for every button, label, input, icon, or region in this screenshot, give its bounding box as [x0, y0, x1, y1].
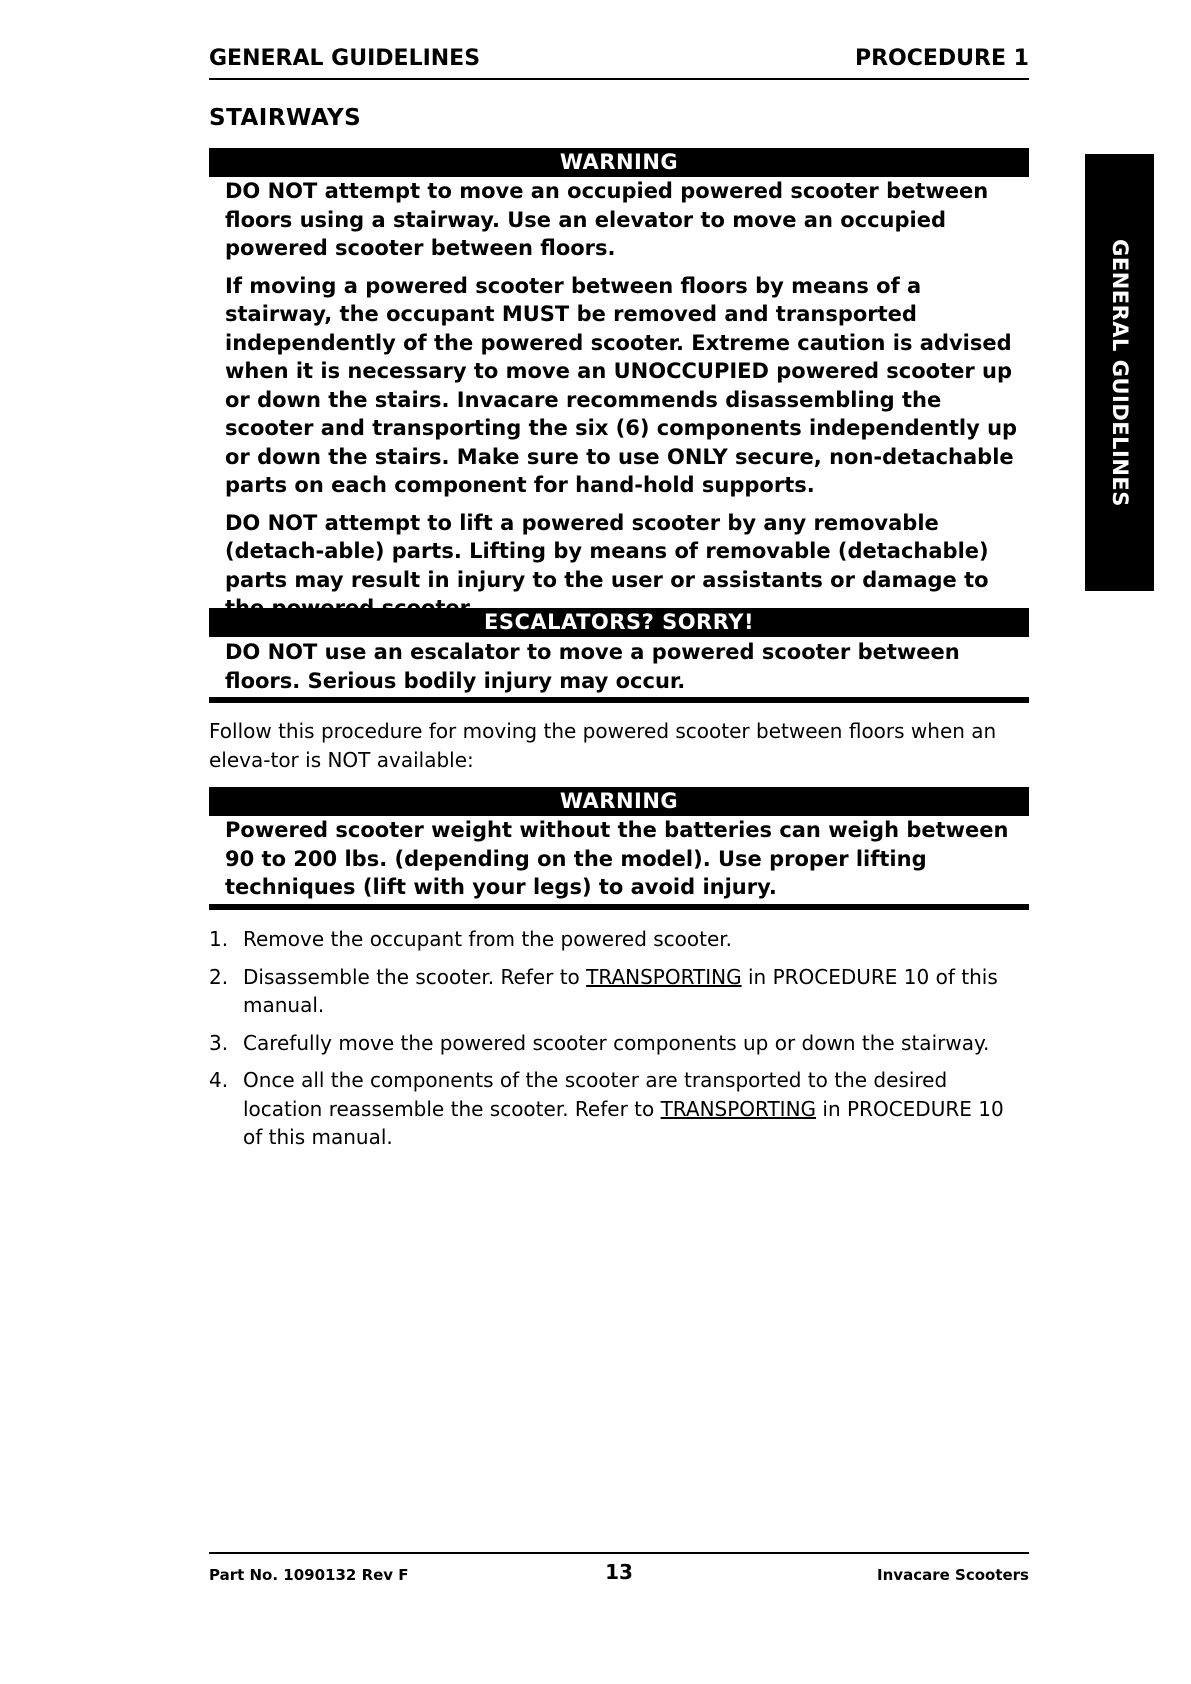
divider [209, 697, 1029, 703]
section-title: STAIRWAYS [209, 105, 362, 131]
page-footer [209, 1552, 1029, 1594]
header-procedure: PROCEDURE 1 [854, 46, 1029, 71]
divider [209, 904, 1029, 910]
brand-name: Invacare Scooters [877, 1566, 1029, 1584]
page-number: 13 [605, 1560, 633, 1584]
warning-body [225, 177, 1025, 632]
warning-heading: WARNING [209, 148, 1029, 177]
warning-paragraph: Powered scooter weight without the batteries can weigh between 90 to 200 lbs. (depending on the model). Use proper lifting techniques (lift with your legs) to avoid injury. [225, 818, 1009, 899]
warning-paragraph: If moving a powered scooter between floors by means of a stairway, the occupant MUST be removed and transported independently of the powered scooter. Extreme caution is advised when it is necessary to move an UNOCCUPIED powered scooter up or down the stairs. Invacare recommends disassembling the scooter and transporting the six (6) components independently up or down the stairs. Make sure to use ONLY secure, non-detachable parts on each component for hand-hold supports. [225, 273, 1018, 497]
warning-heading-2: WARNING [209, 787, 1029, 816]
side-tab [1085, 154, 1154, 591]
warning-paragraph: DO NOT attempt to lift a powered scooter by any removable (detach-able) parts. Lifting by means of removable (detachable) parts may result in injury to the user or assistants or damage to [225, 510, 989, 592]
list-item: 1. Remove the occupant from the powered scooter. [209, 927, 733, 951]
list-item: 2. Disassemble the scooter. Refer to TRANSPORTING in PROCEDURE 10 of this manual. [209, 964, 998, 1017]
running-header [209, 44, 1029, 80]
escalator-paragraph: DO NOT use an escalator to move a powered scooter between floors. Serious bodily injury may occur. [225, 640, 960, 693]
intro-text: Follow this procedure for moving the powered scooter between floors when an eleva-tor is NOT available: [209, 719, 997, 772]
list-item: 4. Once all the components of the scooter are transported to the desired location reassemble the scooter. Refer to TRANSPORTING in PROCEDURE 10 of this manual. [209, 1068, 1004, 1149]
header-section-name: GENERAL GUIDELINES [209, 46, 481, 71]
transporting-link[interactable]: TRANSPORTING [586, 964, 742, 989]
warning-paragraph: DO NOT attempt to move an occupied powered scooter between floors using a stairway. Use an elevator to move an occupied powered scooter between floors. [225, 179, 989, 260]
part-number: Part No. 1090132 Rev F [209, 1566, 409, 1584]
side-tab-label: GENERAL GUIDELINES [1107, 238, 1132, 507]
escalator-body [225, 638, 1025, 704]
transporting-link[interactable]: TRANSPORTING [660, 1096, 817, 1121]
warning-body-2 [225, 816, 1025, 911]
list-item: 3. Carefully move the powered scooter components up or down the stairway. [209, 1030, 990, 1055]
procedure-steps [209, 925, 1029, 1161]
escalator-heading: ESCALATORS? SORRY! [209, 608, 1029, 637]
